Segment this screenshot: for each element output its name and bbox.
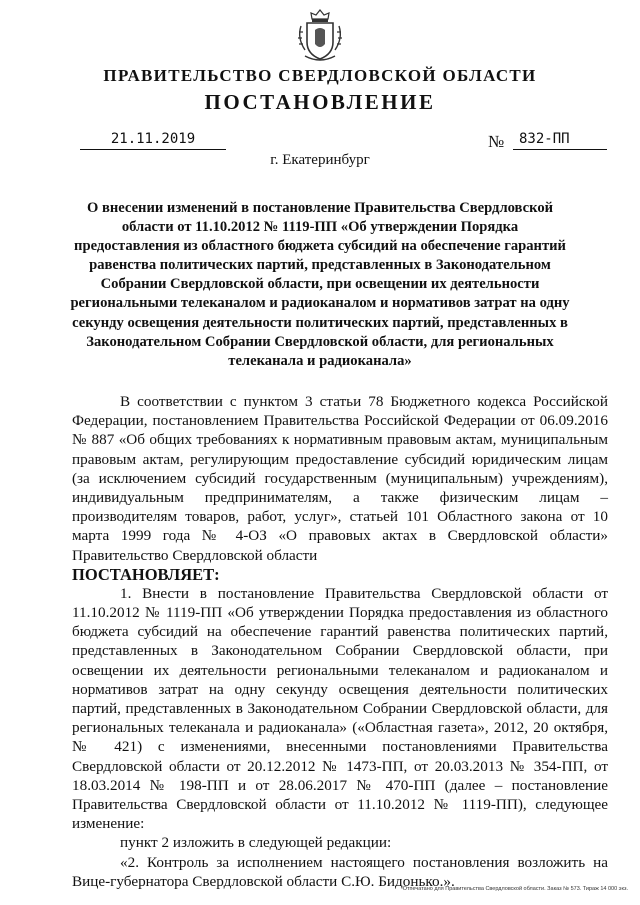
document-date: 21.11.2019 [80,131,226,150]
item-1-subparagraph: пункт 2 изложить в следующей редакции: [120,834,392,852]
preamble-paragraph: В соответствии с пунктом 3 статьи 78 Бюджетного кодекса Российской Федерации, постановлением Правительства Российской Федерации от 06.09.2016 № 887 «Об общих требованиях к нормативным правовым актам, муниципальным правовым актам, регулирующим предоставление субсидий юридическим лицам (за исключением субсидий государственным (муниципальным) учреждениям), индивидуальным предпринимателям, а также физическим лицам – производителям товаров, работ, услуг», статьей 101 Областного закона от 10 марта 1999 года № 4-ОЗ «О правовых актах в Свердловской области» Правительство Свердловской области [72,393,608,564]
item-1-quote: «2. Контроль за исполнением настоящего постановления возложить на Вице-губернатора Свердловской области С.Ю. Бидонько.». [72,853,608,890]
resolves-heading: ПОСТАНОВЛЯЕТ: [72,564,220,584]
document-heading: О внесении изменений в постановление Правительства Свердловской области от 11.10.2012 № 1119-ПП «Об утверждении Порядка предоставления из областного бюджета субсидий на обеспечение гарантий равенства политических партий, представленных в Законодательном Собрании Свердловской области, при освещении их деятельности региональными телеканалом и радиоканалом и нормативов затрат на одну секунду освещения деятельности политических партий, представленных в Законодательном Собрании Свердловской области, для региональных телеканала и радиоканала» [70,200,570,369]
coat-of-arms-icon [291,6,349,64]
print-footer: Отпечатано для Правительства Свердловской области. Заказ № 573. Тираж 14 000 экз. [402,886,628,892]
government-title: ПРАВИТЕЛЬСТВО СВЕРДЛОВСКОЙ ОБЛАСТИ [103,66,537,85]
document-number: 832-ПП [513,131,607,150]
document-body [72,392,608,891]
city: г. Екатеринбург [270,152,370,168]
document-type: ПОСТАНОВЛЕНИЕ [204,90,436,114]
number-sign: № [488,132,505,151]
item-1-paragraph: 1. Внести в постановление Правительства Свердловской области от 11.10.2012 № 1119-ПП «Об утверждении Порядка предоставления из областного бюджета субсидий на обеспечение гарантий равенства политических партий, представленных в Законодательном Собрании Свердловской области, при освещении их деятельности региональными телеканалом и радиоканалом и нормативов затрат на одну секунду освещения деятельности политических партий, представленных в Законодательном Собрании Свердловской области, для региональных телеканала и радиоканала» («Областная газета», 2012, 20 октября, № 421) с изменениями, внесенными постановлениями Правительства Свердловской области от 20.12.2012 № 1473-ПП, от 20.03.2013 № 354-ПП, от 18.03.2014 № 198-ПП и от 28.06.2017 № 470-ПП (далее – постановление Правительства Свердловской области от 11.10.2012 № 1119-ПП), следующее изменение: [72,584,608,833]
